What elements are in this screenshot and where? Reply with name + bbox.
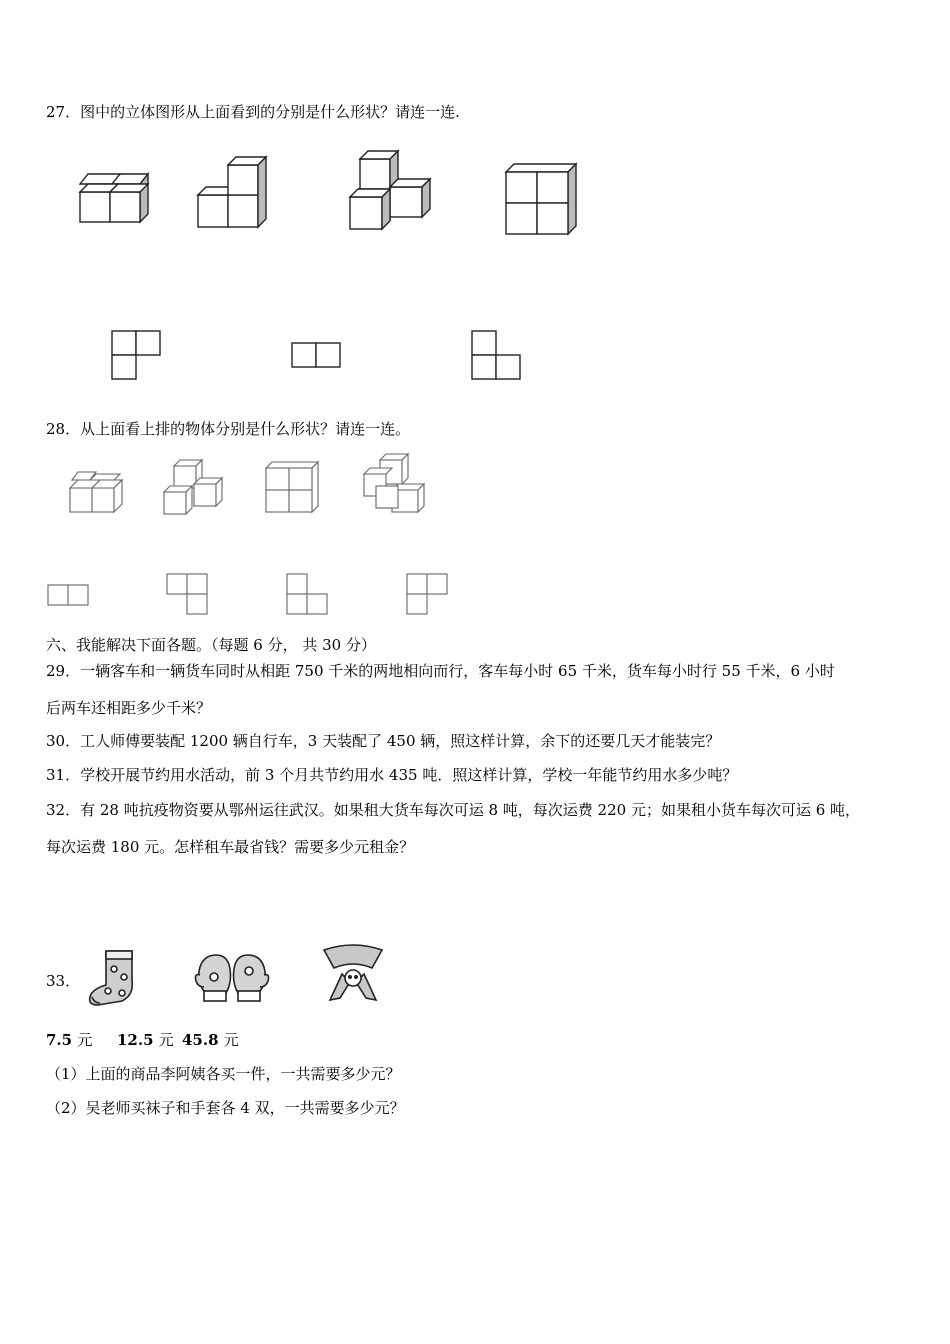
price-sock-unit: 元 (77, 1031, 93, 1049)
q28-solid-2 (160, 456, 226, 518)
sock-image (84, 947, 144, 1009)
price-sock (46, 1029, 92, 1050)
q33-number: 33． (46, 972, 81, 990)
q27-solid-1 (74, 170, 154, 226)
q28-solid-1 (66, 468, 126, 516)
q28-top-view-4 (405, 572, 451, 618)
q31-text: 31．学校开展节约用水活动，前 3 个月共节约用水 435 吨．照这样计算，学校一年能节约用水多少吨？ (46, 766, 738, 784)
q30-text: 30．工人师傅要装配 1200 辆自行车，3 天装配了 450 辆，照这样计算，余下的还要几天才能装完？ (46, 732, 721, 750)
q29-line-1: 29．一辆客车和一辆货车同时从相距 750 千米的两地相向而行，客车每小时 65 千米，货车每小时行 55 千米，6 小时 (46, 662, 835, 680)
q28-solid-3 (262, 458, 322, 516)
q27-top-view-L-bottom (470, 329, 524, 381)
q28-solid-4 (356, 450, 426, 516)
section-6-title: 六、我能解决下面各题。（每题 6 分， 共 30 分） (46, 636, 376, 654)
q28-top-view-2 (165, 572, 211, 618)
q33-sub-1: （1）上面的商品李阿姨各买一件，一共需要多少元？ (46, 1065, 401, 1083)
price-scarf-value: 45.8 (182, 1031, 219, 1049)
price-sock-value: 7.5 (46, 1031, 73, 1049)
price-mittens-unit: 元 (158, 1031, 174, 1049)
q28-text: 28．从上面看上排的物体分别是什么形状？请连一连。 (46, 420, 411, 438)
q28-top-view-1 (46, 583, 92, 609)
price-mittens-value: 12.5 (117, 1031, 154, 1049)
price-scarf (182, 1029, 239, 1050)
q33-sub-2: （2）吴老师买袜子和手套各 4 双，一共需要多少元？ (46, 1099, 405, 1117)
mittens-image (194, 951, 270, 1009)
q32-line-1: 32．有 28 吨抗疫物资要从鄂州运往武汉。如果租大货车每次可运 8 吨，每次运费 220 元；如果租小货车每次可运 6 吨， (46, 801, 861, 819)
q27-solid-2 (196, 153, 276, 233)
q29-line-2: 后两车还相距多少千米？ (46, 699, 212, 717)
q27-top-view-L-top (110, 329, 164, 381)
price-mittens (117, 1029, 174, 1050)
q27-solid-3 (348, 147, 434, 233)
q27-top-view-two-squares (290, 341, 344, 369)
q27-text: 27．图中的立体图形从上面看到的分别是什么形状？请连一连. (46, 103, 460, 121)
q32-line-2: 每次运费 180 元。怎样租车最省钱？需要多少元租金？ (46, 838, 415, 856)
price-scarf-unit: 元 (223, 1031, 239, 1049)
q28-top-view-3 (285, 572, 331, 618)
scarf-image (320, 942, 386, 1006)
q27-solid-4 (502, 160, 582, 240)
